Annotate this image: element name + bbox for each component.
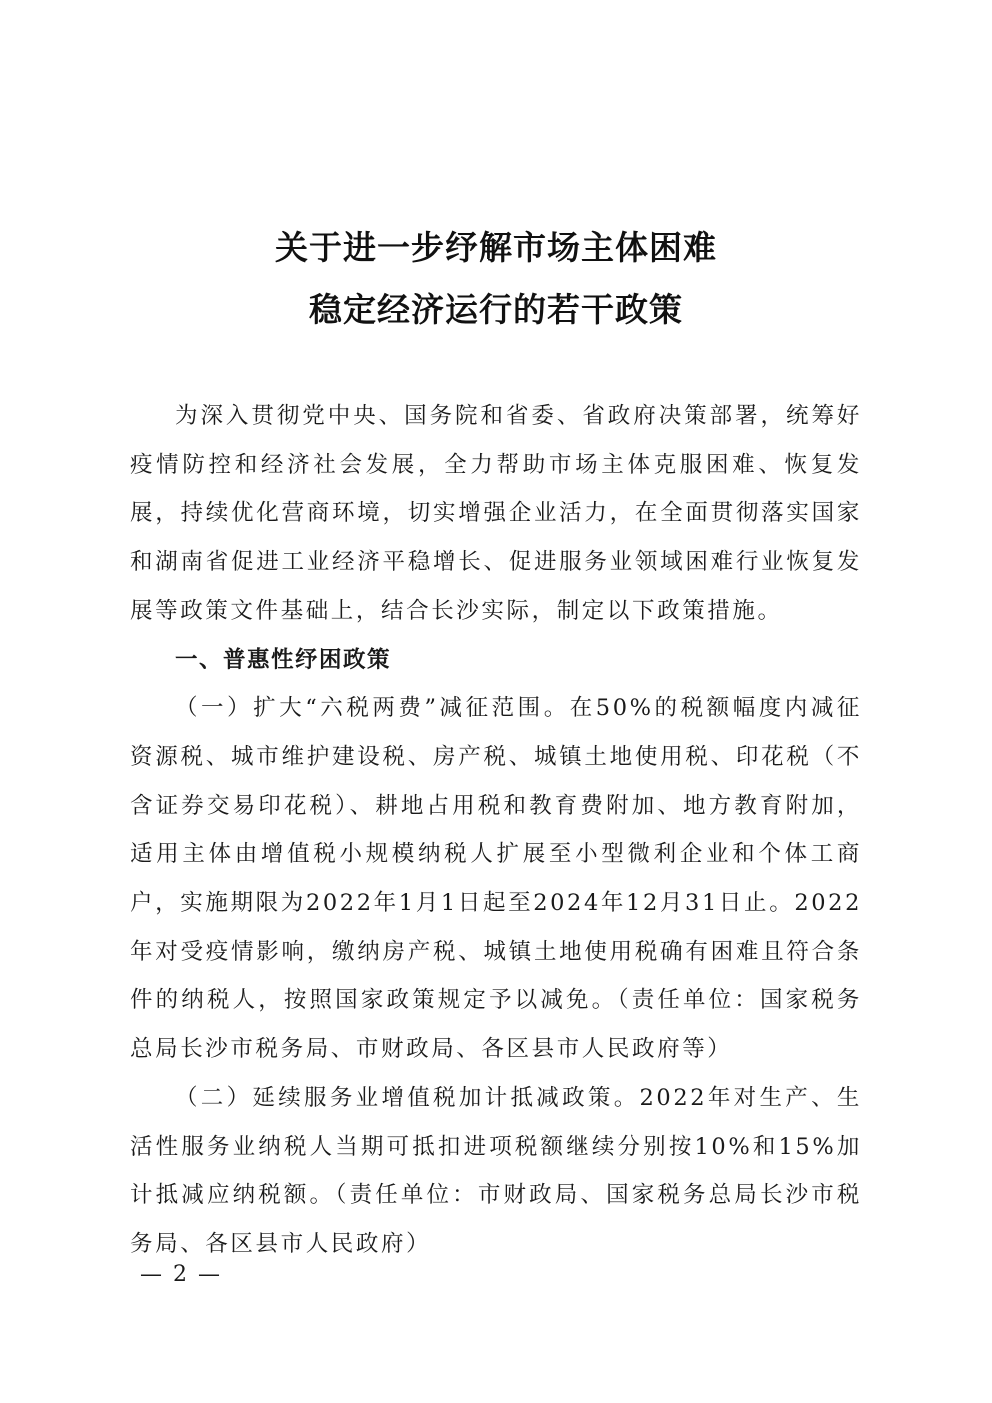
document-body bbox=[130, 392, 862, 1269]
policy-item-1: （一）扩大“六税两费”减征范围。在50%的税额幅度内减征资源税、城市维护建设税、房产税、城镇土地使用税、印花税（不含证券交易印花税）、耕地占用税和教育费附加、地方教育附加，适用主体由增值税小规模纳税人扩展至小型微利企业和个体工商户，实施期限为2022年1月1日起至2024年12月31日止。2022年对受疫情影响，缴纳房产税、城镇土地使用税确有困难且符合条件的纳税人，按照国家政策规定予以减免。（责任单位：国家税务总局长沙市税务局、市财政局、各区县市人民政府等） bbox=[130, 695, 862, 1063]
document-title-line-2: 稳定经济运行的若干政策 bbox=[309, 290, 683, 329]
policy-item-2: （二）延续服务业增值税加计抵减政策。2022年对生产、生活性服务业纳税人当期可抵扣进项税额继续分别按10%和15%加计抵减应纳税额。（责任单位：市财政局、国家税务总局长沙市税务局、各区县市人民政府） bbox=[130, 1084, 862, 1257]
intro-paragraph: 为深入贯彻党中央、国务院和省委、省政府决策部署，统筹好疫情防控和经济社会发展，全力帮助市场主体克服困难、恢复发展，持续优化营商环境，切实增强企业活力，在全面贯彻落实国家和湖南省促进工业经济平稳增长、促进服务业领域困难行业恢复发展等政策文件基础上，结合长沙实际，制定以下政策措施。 bbox=[130, 403, 862, 624]
document-title-line-1: 关于进一步纾解市场主体困难 bbox=[275, 228, 717, 267]
page-number: — 2 — bbox=[140, 1262, 222, 1287]
section-heading: 一、普惠性纾困政策 bbox=[175, 646, 392, 673]
